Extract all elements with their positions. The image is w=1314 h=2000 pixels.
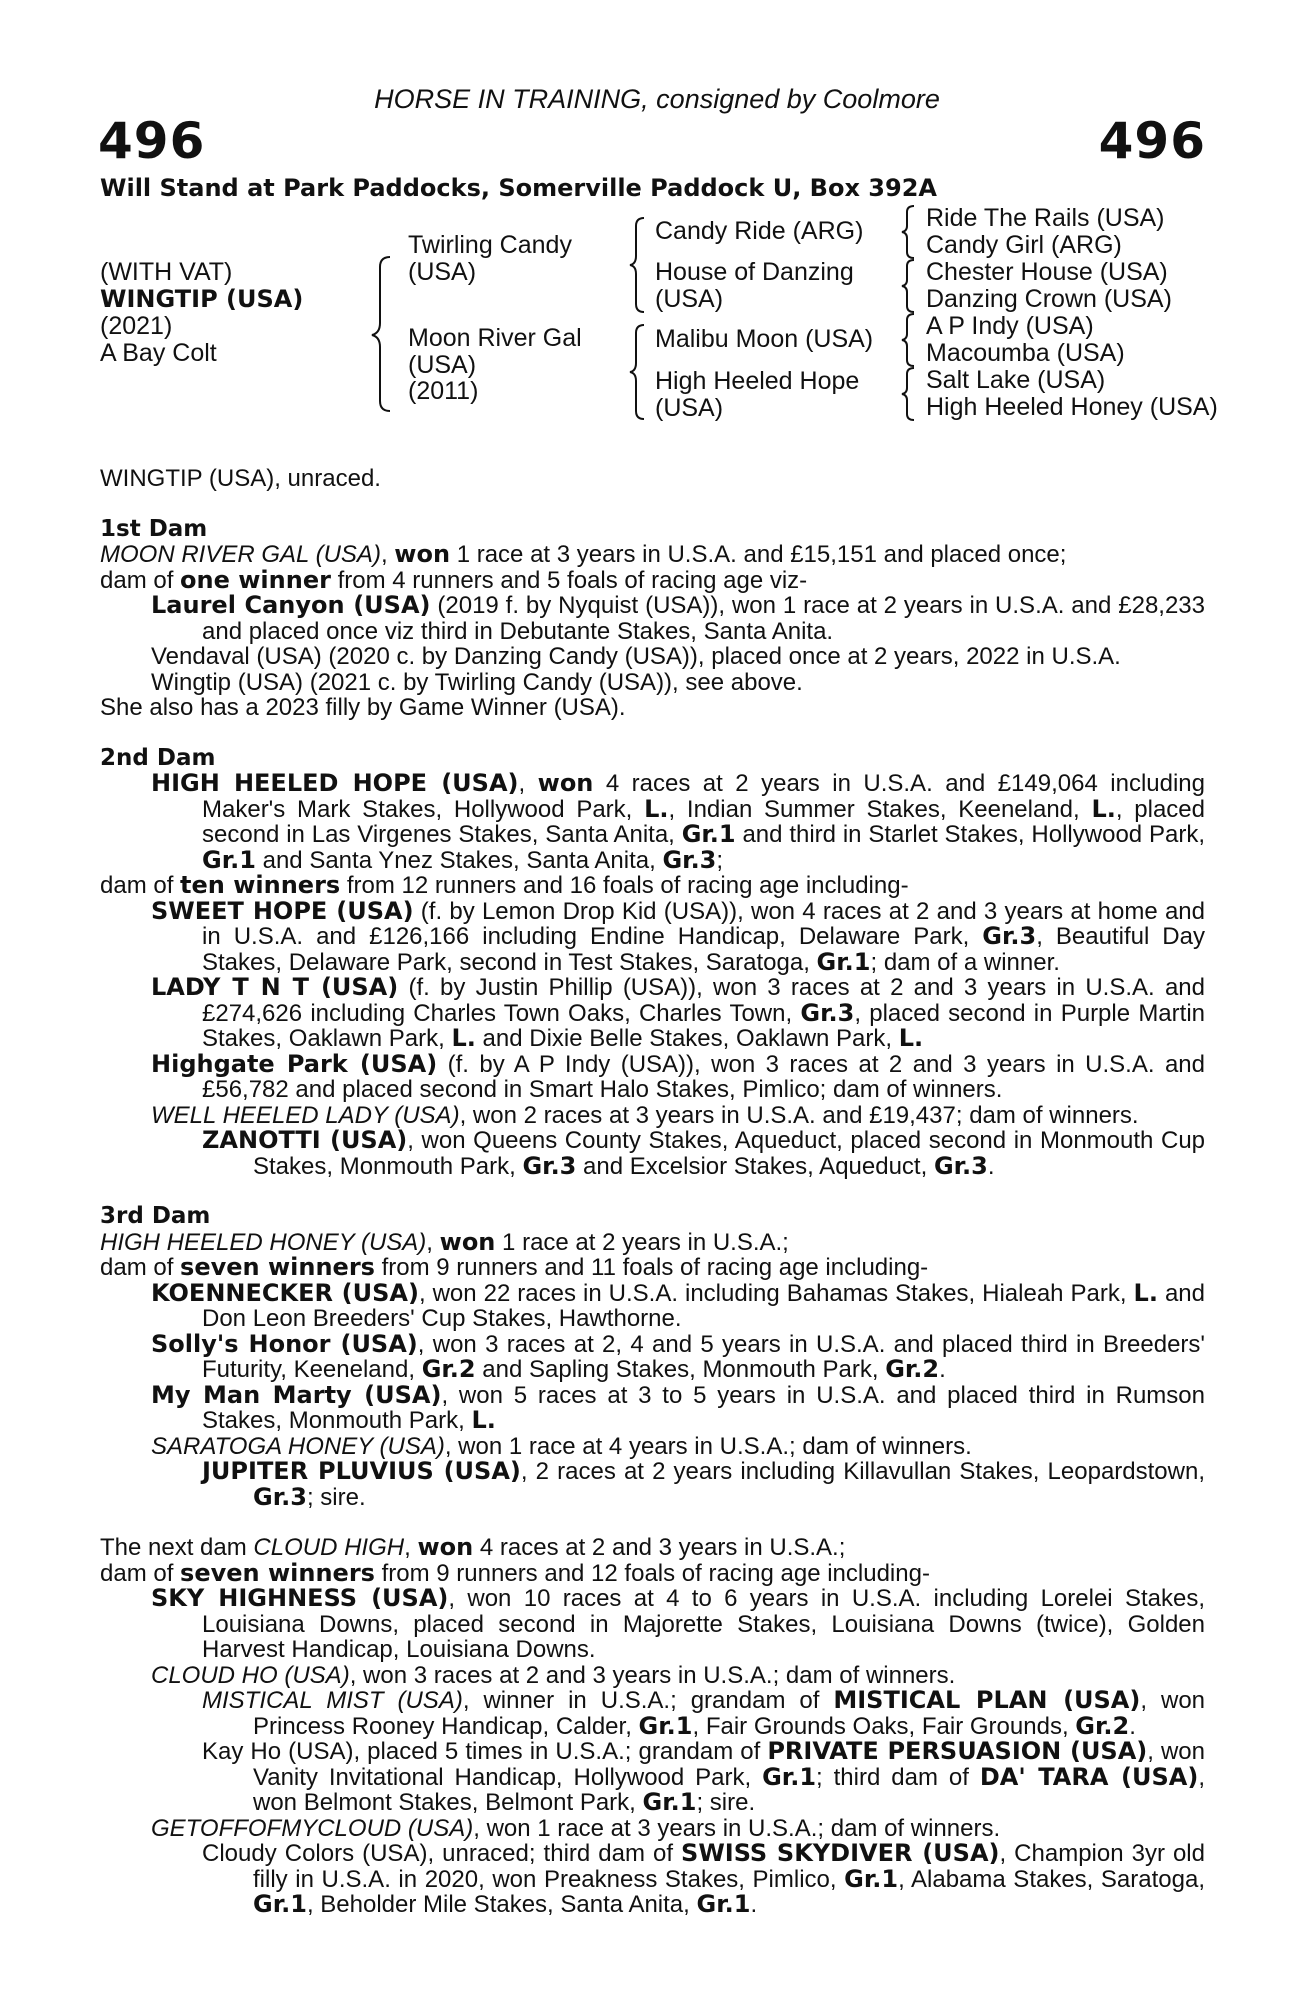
- second-dam-record: HIGH HEELED HOPE (USA), won 4 races at 2 years in U.S.A. and £149,064 including Maker's Mark Stakes, Hollywood Park, L., Indian Summer Stakes, Keeneland, L., placed second in Las Virgenes Stakes, Santa Anita, Gr.1 and third in Starlet Stakes, Hollywood Park, Gr.1 and Santa Ynez Stakes, Santa Anita, Gr.3;: [151, 769, 1206, 874]
- sire-dam: House of Danzing: [655, 258, 854, 286]
- granddam-4: High Heeled Honey (USA): [926, 393, 1218, 421]
- third-dam-produce: dam of seven winners from 9 runners and 11 foals of racing age including-: [100, 1253, 929, 1281]
- catalogue-header: HORSE IN TRAINING, consigned by Coolmore: [374, 84, 940, 114]
- produce-entry: JUPITER PLUVIUS (USA), 2 races at 2 years including Killavullan Stakes, Leopardstown, Gr.3; sire.: [202, 1457, 1205, 1511]
- catalogue-body: [100, 466, 1205, 1918]
- produce-entry: My Man Marty (USA), won 5 races at 3 to 5 years in U.S.A. and placed third in Rumson Stakes, Monmouth Park, L.: [151, 1380, 1205, 1434]
- sire-dam-country: (USA): [655, 285, 724, 313]
- sire-sire: Candy Ride (ARG): [655, 217, 864, 245]
- dam-year: (2011): [408, 377, 479, 405]
- grandsire-1: Ride The Rails (USA): [926, 204, 1165, 232]
- grandsire-4: Salt Lake (USA): [926, 366, 1106, 394]
- produce-entry: Solly's Honor (USA), won 3 races at 2, 4 and 5 years in U.S.A. and placed third in Breeders' Futurity, Keeneland, Gr.2 and Sapling Stakes, Monmouth Park, Gr.2.: [151, 1329, 1205, 1383]
- sire-country: (USA): [408, 258, 477, 286]
- first-dam-heading: 1st Dam: [100, 515, 208, 542]
- dam-dam: High Heeled Hope: [655, 367, 860, 395]
- brace-g3: [900, 312, 918, 368]
- dam-dam-country: (USA): [655, 394, 724, 422]
- dam-name: Moon River Gal: [408, 324, 582, 352]
- produce-note: She also has a 2023 filly by Game Winner (USA).: [100, 694, 626, 721]
- produce-entry: Vendaval (USA) (2020 c. by Danzing Candy (USA)), placed once at 2 years, 2022 in U.S.A.: [151, 643, 1121, 670]
- produce-entry: SKY HIGHNESS (USA), won 10 races at 4 to 6 years in U.S.A. including Lorelei Stakes, Louisiana Downs, placed second in Majorette Stakes, Louisiana Downs (twice), Golden Harvest Handicap, Louisiana Downs.: [151, 1584, 1205, 1663]
- lot-number-right: 496: [1098, 112, 1206, 170]
- produce-entry: WELL HEELED LADY (USA), won 2 races at 3 years in U.S.A. and £19,437; dam of winners.: [151, 1101, 1139, 1129]
- granddam-3: Macoumba (USA): [926, 339, 1125, 367]
- horse-name: WINGTIP (USA): [100, 285, 304, 313]
- brace-g4: [900, 366, 918, 422]
- produce-entry: CLOUD HO (USA), won 3 races at 2 and 3 years in U.S.A.; dam of winners.: [151, 1661, 956, 1689]
- second-dam-produce: dam of ten winners from 12 runners and 16 foals of racing age including-: [100, 871, 909, 899]
- produce-entry: Cloudy Colors (USA), unraced; third dam of SWISS SKYDIVER (USA), Champion 3yr old filly in U.S.A. in 2020, won Preakness Stakes, Pimlico, Gr.1, Alabama Stakes, Saratoga, Gr.1, Beholder Mile Stakes, Santa Anita, Gr.1.: [202, 1839, 1206, 1918]
- dam-sire: Malibu Moon (USA): [655, 325, 874, 353]
- dam-country: (USA): [408, 351, 477, 379]
- third-dam-record: HIGH HEELED HONEY (USA), won 1 race at 2 years in U.S.A.;: [100, 1227, 789, 1256]
- first-dam-produce: dam of one winner from 4 runners and 5 foals of racing age viz-: [100, 565, 808, 594]
- produce-entry: KOENNECKER (USA), won 22 races in U.S.A. including Bahamas Stakes, Hialeah Park, L. and Don Leon Breeders' Cup Stakes, Hawthorne.: [151, 1278, 1205, 1332]
- first-dam-record: MOON RIVER GAL (USA), won 1 race at 3 years in U.S.A. and £15,151 and placed once;: [100, 540, 1067, 568]
- grandsire-2: Chester House (USA): [926, 258, 1168, 286]
- brace-main: [370, 255, 394, 413]
- produce-entry: SWEET HOPE (USA) (f. by Lemon Drop Kid (USA)), won 4 races at 2 and 3 years at home and in U.S.A. and £126,166 including Endine Handicap, Delaware Park, Gr.3, Beautiful Day Stakes, Delaware Park, second in Test Stakes, Saratoga, Gr.1; dam of a winner.: [151, 896, 1206, 976]
- produce-entry: Highgate Park (USA) (f. by A P Indy (USA)), won 3 races at 2 and 3 years in U.S.A. and £56,782 and placed second in Smart Halo Stakes, Pimlico; dam of winners.: [151, 1049, 1206, 1103]
- next-dam-record: The next dam CLOUD HIGH, won 4 races at 2 and 3 years in U.S.A.;: [100, 1533, 846, 1561]
- brace-dam: [628, 323, 648, 421]
- brace-g2: [900, 258, 918, 314]
- second-dam-heading: 2nd Dam: [100, 744, 216, 771]
- produce-entry: LADY T N T (USA) (f. by Justin Phillip (USA)), won 3 races at 2 and 3 years in U.S.A. and £274,626 including Charles Town Oaks, Charles Town, Gr.3, placed second in Purple Martin Stakes, Oaklawn Park, L. and Dixie Belle Stakes, Oaklawn Park, L.: [151, 973, 1205, 1052]
- produce-entry: GETOFFOFMYCLOUD (USA), won 1 race at 3 years in U.S.A.; dam of winners.: [151, 1814, 1001, 1842]
- grandsire-3: A P Indy (USA): [926, 312, 1094, 340]
- brace-g1: [900, 204, 918, 260]
- horse-description: A Bay Colt: [100, 339, 217, 367]
- intro-line: WINGTIP (USA), unraced.: [100, 465, 381, 492]
- produce-entry: Wingtip (USA) (2021 c. by Twirling Candy (USA)), see above.: [151, 668, 803, 696]
- stand-location: Will Stand at Park Paddocks, Somerville Paddock U, Box 392A: [100, 174, 937, 202]
- produce-entry: Laurel Canyon (USA) (2019 f. by Nyquist (USA)), won 1 race at 2 years in U.S.A. and £28,233 and placed once viz third in Debutante Stakes, Santa Anita.: [151, 591, 1206, 645]
- granddam-2: Danzing Crown (USA): [926, 285, 1172, 313]
- produce-entry: Kay Ho (USA), placed 5 times in U.S.A.; grandam of PRIVATE PERSUASION (USA), won Vanity Invitational Handicap, Hollywood Park, Gr.1; third dam of DA' TARA (USA), won Belmont Stakes, Belmont Park, Gr.1; sire.: [202, 1737, 1206, 1816]
- sire-name: Twirling Candy: [408, 231, 572, 259]
- lot-number-left: 496: [98, 112, 206, 170]
- granddam-1: Candy Girl (ARG): [926, 231, 1122, 259]
- brace-sire: [628, 216, 648, 314]
- produce-entry: SARATOGA HONEY (USA), won 1 race at 4 years in U.S.A.; dam of winners.: [151, 1432, 972, 1460]
- next-dam-produce: dam of seven winners from 9 runners and 12 foals of racing age including-: [100, 1558, 930, 1587]
- produce-entry: MISTICAL MIST (USA), winner in U.S.A.; grandam of MISTICAL PLAN (USA), won Princess Rooney Handicap, Calder, Gr.1, Fair Grounds Oaks, Fair Grounds, Gr.2.: [202, 1686, 1206, 1740]
- foaling-year: (2021): [100, 312, 173, 340]
- vat-note: (WITH VAT): [100, 258, 233, 286]
- produce-entry: ZANOTTI (USA), won Queens County Stakes, Aqueduct, placed second in Monmouth Cup Stakes, Monmouth Park, Gr.3 and Excelsior Stakes, Aqueduct, Gr.3.: [202, 1126, 1206, 1180]
- third-dam-heading: 3rd Dam: [100, 1203, 211, 1229]
